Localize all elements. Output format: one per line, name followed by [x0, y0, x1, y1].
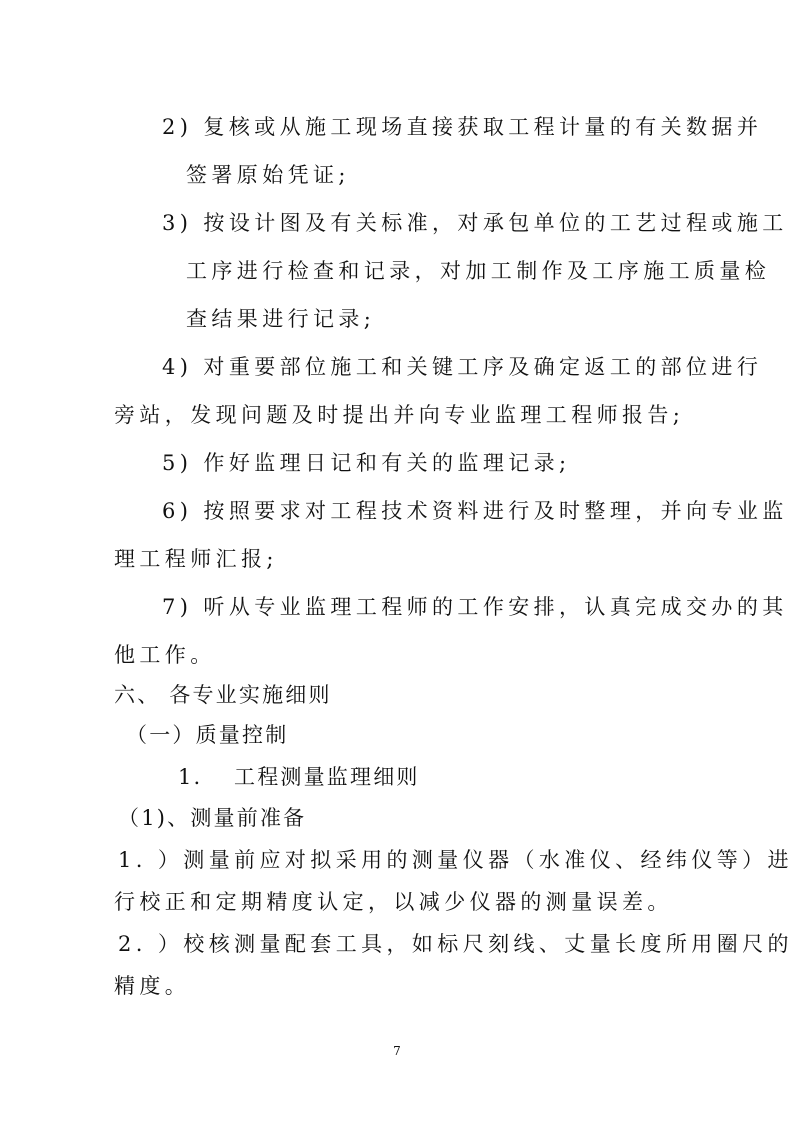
text-line: 他工作。: [114, 643, 216, 667]
text-line: 行校正和定期精度认定，以减少仪器的测量误差。: [114, 890, 673, 914]
sub-item-heading: （1)、测量前准备: [118, 806, 307, 830]
text-line: 2) 复核或从施工现场直接获取工程计量的有关数据并: [162, 115, 763, 139]
text-line: 签署原始凭证;: [186, 163, 350, 187]
text-line: 工序进行检查和记录，对加工制作及工序施工质量检: [186, 259, 771, 283]
item-heading: 工程测量监理细则: [234, 765, 420, 789]
text-line: 1. ）测量前应对拟采用的测量仪器（水准仪、经纬仪等）进: [118, 848, 793, 872]
section-heading: 六、 各专业实施细则: [114, 683, 332, 707]
text-line: 3) 按设计图及有关标准，对承包单位的工艺过程或施工: [162, 211, 788, 235]
text-line: 4) 对重要部位施工和关键工序及确定返工的部位进行: [162, 355, 763, 379]
text-line: 6) 按照要求对工程技术资料进行及时整理，并向专业监: [162, 499, 788, 523]
text-line: 理工程师汇报;: [114, 547, 278, 571]
text-line: 旁站，发现问题及时提出并向专业监理工程师报告;: [114, 403, 685, 427]
text-line: 查结果进行记录;: [186, 307, 376, 331]
item-number: 1.: [178, 765, 203, 789]
text-line: 2. ）校核测量配套工具，如标尺刻线、丈量长度所用圈尺的: [118, 932, 793, 956]
text-line: 5) 作好监理日记和有关的监理记录;: [162, 451, 571, 475]
text-line: 精度。: [114, 974, 191, 998]
subsection-heading: （一）质量控制: [126, 723, 289, 747]
text-line: 7) 听从专业监理工程师的工作安排，认真完成交办的其: [162, 595, 788, 619]
page-number: 7: [393, 1044, 401, 1058]
